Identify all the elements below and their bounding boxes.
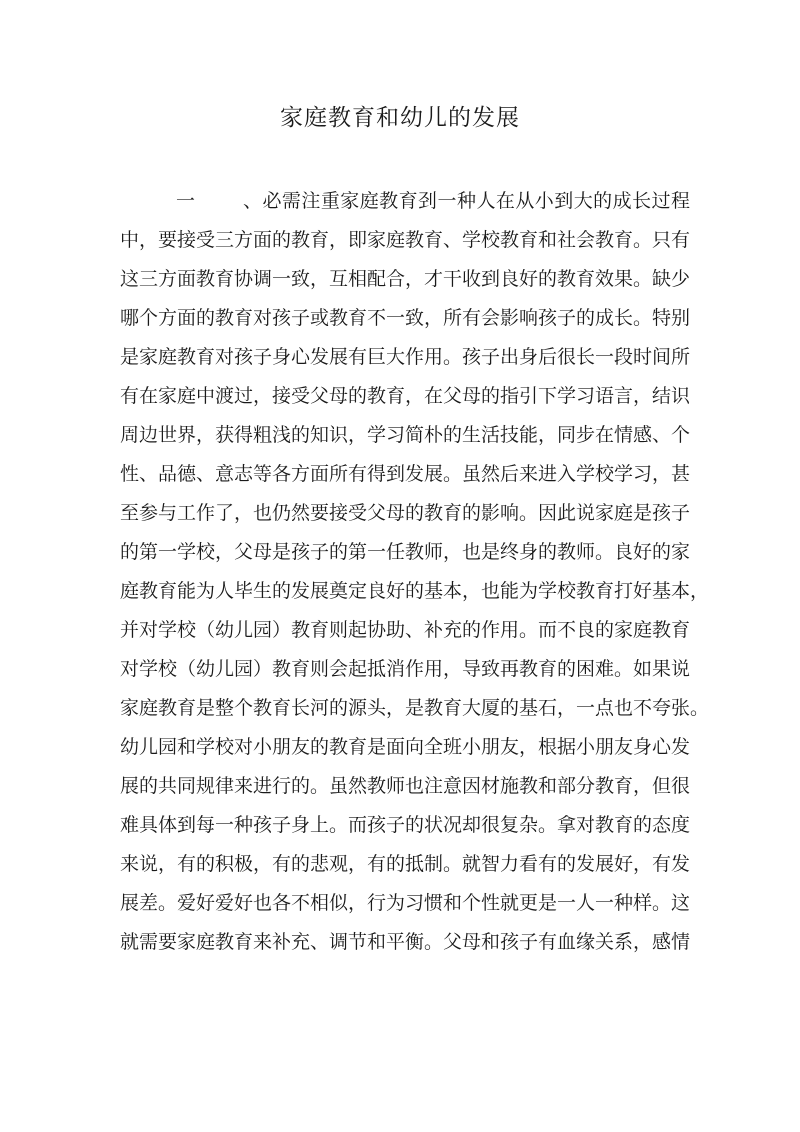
text-line: 至参与工作了，也仍然要接受父母的教育的影响。因此说家庭是孩子	[120, 502, 691, 524]
text-line: 就需要家庭教育来补充、调节和平衡。父母和孩子有血缘关系，感情	[120, 931, 691, 953]
text-line: 难具体到每一种孩子身上。而孩子的状况却很复杂。拿对教育的态度	[120, 814, 691, 836]
text-line: 来说，有的积极，有的悲观，有的抵制。就智力看有的发展好，有发	[120, 853, 691, 875]
text-line: 家庭教育是整个教育长河的源头，是教育大厦的基石，一点也不夸张。	[120, 697, 710, 719]
text-line: 展的共同规律来进行的。虽然教师也注意因材施教和部分教育，但很	[120, 775, 691, 797]
text-line: 哪个方面的教育对孩子或教育不一致，所有会影响孩子的成长。特别	[120, 307, 691, 329]
first-line-text: 必需注重家庭教育刭一种人在从小到大的成长过程	[262, 190, 690, 212]
section-number: 一、	[176, 190, 262, 212]
paragraph-first-line	[120, 182, 690, 221]
text-line: 这三方面教育协调一致，互相配合，才干收到良好的教育效果。缺少	[120, 268, 691, 290]
text-line: 展差。爱好爱好也各不相似，行为习惯和个性就更是一人一种样。这	[120, 892, 691, 914]
text-line: 庭教育能为人毕生的发展奠定良好的基本，也能为学校教育打好基本，	[120, 580, 710, 602]
document-body	[120, 182, 710, 962]
text-line: 幼儿园和学校对小朋友的教育是面向全班小朋友，根据小朋友身心发	[120, 736, 691, 758]
text-line: 并对学校（幼儿园）教育则起协助、补充的作用。而不良的家庭教育	[120, 619, 691, 641]
text-line: 的第一学校，父母是孩子的第一任教师，也是终身的教师。良好的家	[120, 541, 691, 563]
text-line: 是家庭教育对孩子身心发展有巨大作用。孩子出身后很长一段时间所	[120, 346, 691, 368]
text-line: 中，要接受三方面的教育，即家庭教育、学校教育和社会教育。只有	[120, 229, 691, 251]
text-line: 有在家庭中渡过，接受父母的教育，在父母的指引下学习语言，结识	[120, 385, 691, 407]
text-line: 周边世界，获得粗浅的知识，学习简朴的生活技能，同步在情感、个	[120, 424, 691, 446]
text-line: 对学校（幼儿园）教育则会起抵消作用，导致再教育的困难。如果说	[120, 658, 691, 680]
text-line: 性、品德、意志等各方面所有得到发展。虽然后来进入学校学习，甚	[120, 463, 691, 485]
document-title: 家庭教育和幼儿的发展	[280, 105, 520, 131]
